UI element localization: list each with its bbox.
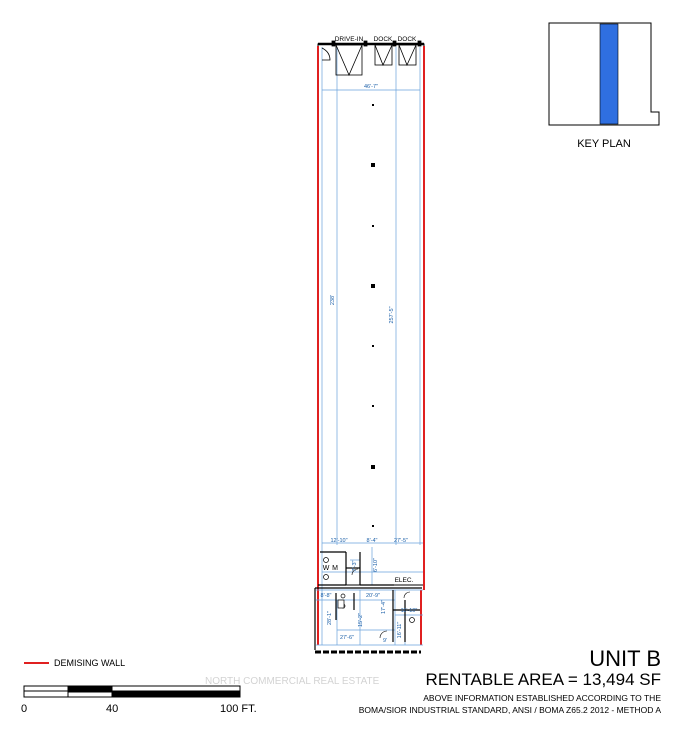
dim-office-14: 9'	[382, 638, 388, 644]
room-label-m: M	[332, 565, 338, 572]
scale-label-0: 0	[21, 703, 28, 715]
dim-office-7: 20'-9"	[365, 593, 381, 599]
key-plan-label: KEY PLAN	[577, 138, 631, 150]
key-plan	[549, 23, 659, 125]
dim-office-9: 11'-10"	[400, 608, 418, 614]
room-label-w: W	[322, 565, 330, 572]
door-label-dock-2: DOCK	[397, 36, 417, 43]
dim-office-4: 6'-10"	[373, 557, 379, 573]
rentable-area: RENTABLE AREA = 13,494 SF	[425, 670, 661, 689]
door-label-dock-1: DOCK	[373, 36, 393, 43]
dock-door-1	[375, 45, 392, 65]
dim-width: 46'-7"	[363, 84, 379, 90]
unit-title: UNIT B	[589, 646, 661, 671]
door-label-drive-in: DRIVE-IN	[334, 36, 364, 43]
dim-office-10: 28'-1"	[327, 610, 333, 626]
dim-office-2: 8'-4"	[366, 538, 378, 544]
dim-office-1: 12'-10"	[330, 538, 348, 544]
dim-length-right: 257'-5"	[389, 306, 395, 324]
dimension-lines	[316, 47, 423, 645]
scale-label-40: 40	[106, 703, 119, 715]
legend-label: DEMISING WALL	[54, 658, 126, 668]
dim-office-3: 27'-5"	[393, 538, 409, 544]
structural-columns	[371, 104, 375, 527]
dim-office-5: 7'-3"	[352, 560, 358, 572]
scale-bar	[24, 686, 240, 697]
scale-label-100: 100 FT.	[220, 703, 257, 715]
unit-b-plan	[315, 36, 424, 652]
standard-note-line2: BOMA/SIOR INDUSTRIAL STANDARD, ANSI / BOMA Z65.2 2012 - METHOD A	[358, 705, 661, 715]
dim-length-left: 238'	[330, 294, 336, 306]
dim-office-11: 15'-2"	[358, 612, 364, 628]
dim-office-6: 8'-8"	[320, 593, 332, 599]
man-door	[322, 48, 330, 60]
dim-office-12: 16'-11"	[397, 621, 403, 639]
key-plan-unit-highlight	[600, 24, 618, 124]
warehouse-outline	[318, 44, 424, 585]
dim-office-13: 27'-6"	[339, 635, 355, 641]
dock-door-2	[399, 45, 416, 65]
standard-note-line1: ABOVE INFORMATION ESTABLISHED ACCORDING TO THE	[423, 693, 661, 703]
dim-office-8: 17'-4"	[381, 599, 387, 615]
watermark: NORTH COMMERCIAL REAL ESTATE	[205, 676, 380, 687]
room-label-elec: ELEC.	[394, 577, 414, 584]
office-walls	[315, 552, 422, 650]
drive-in-door	[336, 45, 362, 75]
office-dimensions	[321, 538, 418, 644]
